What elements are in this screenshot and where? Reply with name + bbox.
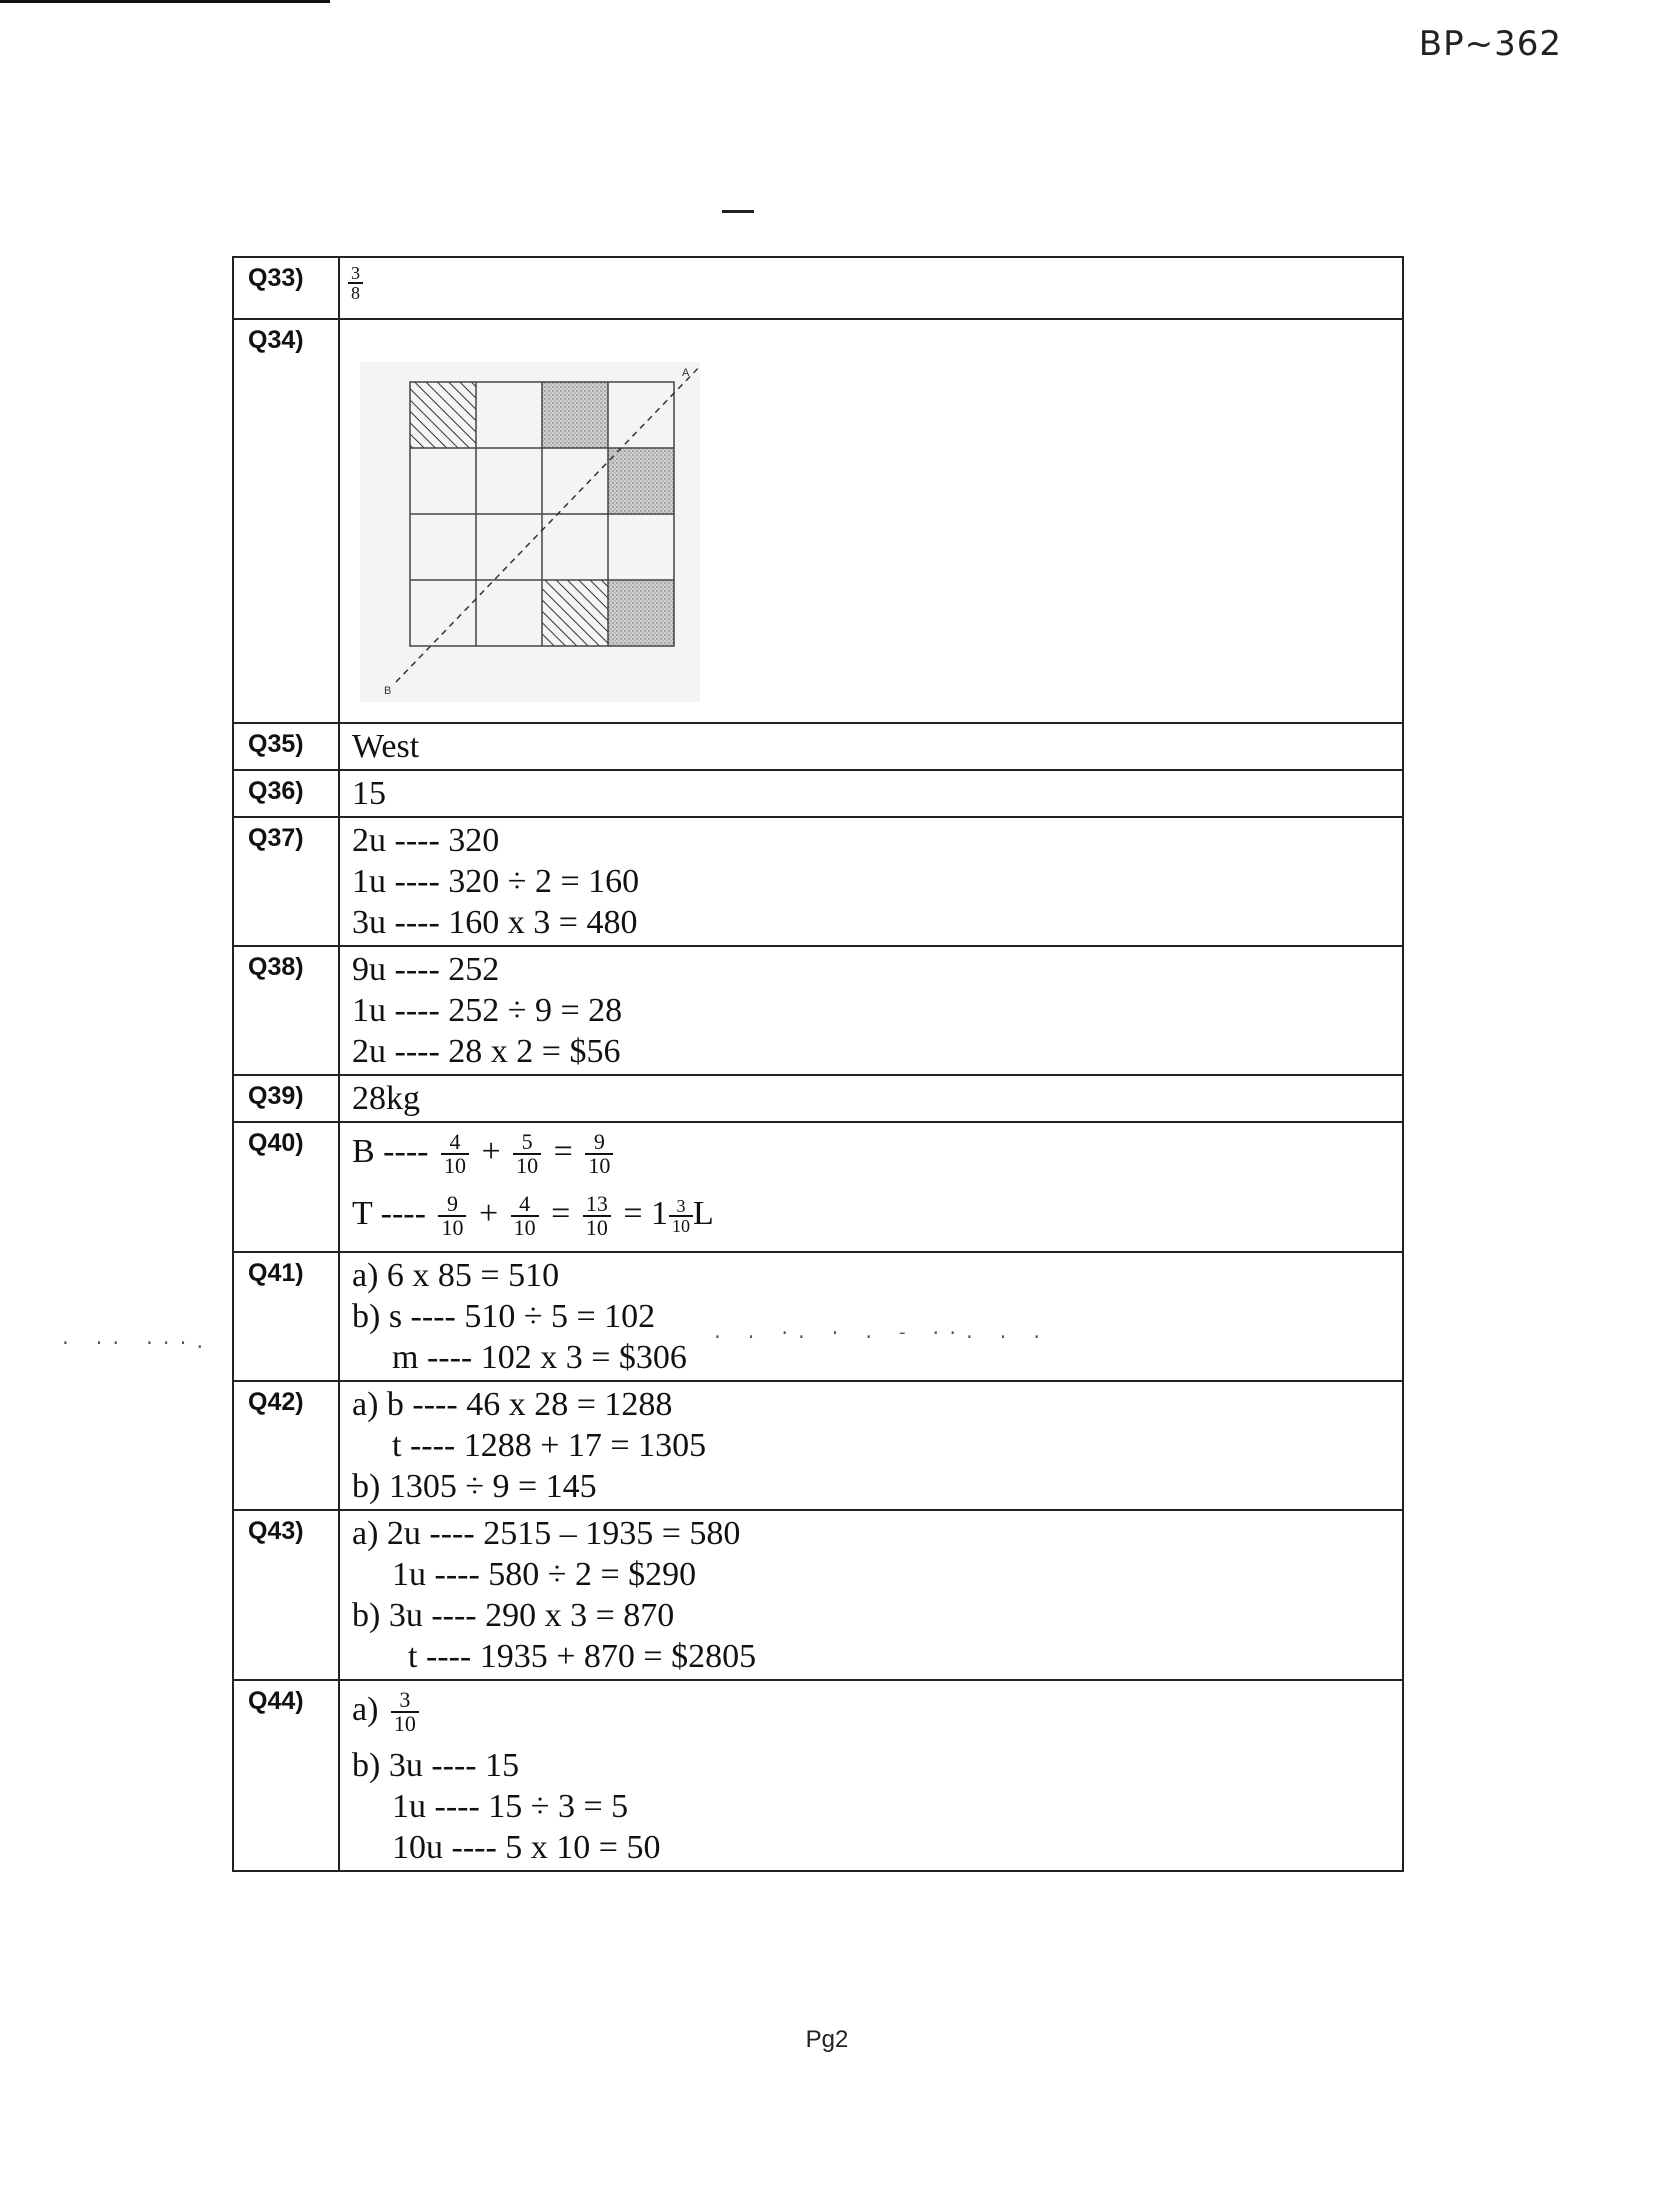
answer-cell: a) $\frac{3}{10}$ b) 3u ---- 15 1u ---- 15 ÷ 3 = 5 10u ---- 5 x 10 = 50 [339,1680,1403,1871]
fraction: $\frac{13}{10}$ [583,1193,611,1239]
fraction: $\frac{3}{10}$ [669,1197,693,1235]
fraction: $\frac{3}{10}$ [391,1689,419,1735]
hatched-cell [542,580,608,646]
fraction: $\frac{4}{10}$ [441,1131,469,1177]
table-row [233,319,1403,723]
answer-cell: a) 2u ---- 2515 – 1935 = 580 1u ---- 580 ÷ 2 = $290 b) 3u ---- 290 x 3 = 870 t ---- 1935 + 870 = $2805 [339,1510,1403,1680]
table-row [233,1122,1403,1252]
question-label: Q44) [233,1680,339,1871]
question-label: Q36) [233,770,339,817]
top-rule [0,0,330,3]
point-b-label: B [384,685,392,697]
fraction: $\frac{3}{8}$ [348,264,363,302]
question-label: Q33) [233,257,339,319]
shaded-cell [608,580,674,646]
question-label: Q38) [233,946,339,1075]
fraction: $\frac{9}{10}$ [585,1131,613,1177]
answer-table [232,256,1404,1872]
answer-cell: 9u ---- 252 1u ---- 252 ÷ 9 = 28 2u ---- 28 x 2 = $56 [339,946,1403,1075]
answer-cell: 15 [339,770,1403,817]
scan-speckles: . . ·. · . - ··. . . [712,1324,1049,1344]
question-label: Q39) [233,1075,339,1122]
shaded-cell [542,382,608,448]
answer-cell: a) 6 x 85 = 510 b) s ---- 510 ÷ 5 = 102 m ---- 102 x 3 = $306 [339,1252,1403,1381]
table-row [233,1075,1403,1122]
table-row [233,1381,1403,1510]
header-dash [722,210,754,213]
table-row [233,1252,1403,1381]
fraction: $\frac{4}{10}$ [511,1193,539,1239]
question-label: Q37) [233,817,339,946]
fraction: $\frac{5}{10}$ [513,1131,541,1177]
point-a-label: A [682,367,690,379]
table-row [233,723,1403,770]
scan-speckles: · ·· ···. [60,1334,212,1354]
fraction: $\frac{9}{10}$ [438,1193,466,1239]
table-row [233,257,1403,319]
question-label: Q43) [233,1510,339,1680]
answer-cell: 28kg [339,1075,1403,1122]
table-row [233,1680,1403,1871]
answer-cell [339,319,1403,723]
table-row [233,770,1403,817]
hatched-cell [410,382,476,448]
fraction-line: a) $\frac{3}{10}$ [352,1683,1402,1745]
page-code: BP~362 [1418,24,1562,64]
question-label: Q40) [233,1122,339,1252]
answer-cell: a) b ---- 46 x 28 = 1288 t ---- 1288 + 17 = 1305 b) 1305 ÷ 9 = 145 [339,1381,1403,1510]
page-number: Pg2 [805,2026,849,2053]
symmetry-grid [360,362,700,702]
question-label: Q34) [233,319,339,723]
shaded-cell [608,448,674,514]
symmetry-grid-figure [352,322,1402,720]
question-label: Q35) [233,723,339,770]
fraction-line: B ---- $\frac{4}{10}$ + $\frac{5}{10}$ = $\frac{9}{10}$ [352,1125,1402,1187]
answer-cell [339,257,1403,319]
table-row [233,946,1403,1075]
answer-cell: West [339,723,1403,770]
question-label: Q42) [233,1381,339,1510]
table-row [233,817,1403,946]
answer-cell: 2u ---- 320 1u ---- 320 ÷ 2 = 160 3u ---- 160 x 3 = 480 [339,817,1403,946]
fraction-line: T ---- $\frac{9}{10}$ + $\frac{4}{10}$ = $\frac{13}{10}$ = 1 $\frac{3}{10}$ L [352,1191,714,1241]
table-row [233,1510,1403,1680]
answer-cell [339,1122,1403,1252]
question-label: Q41) [233,1252,339,1381]
